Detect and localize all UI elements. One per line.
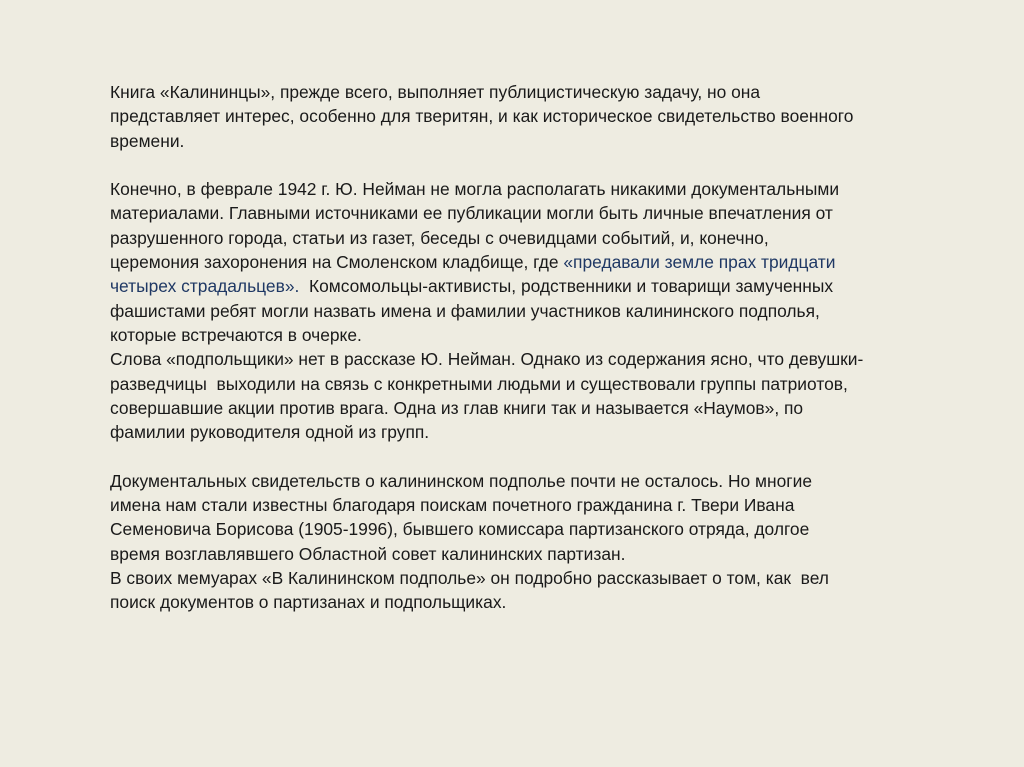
paragraph-gap xyxy=(110,444,910,468)
paragraph-line: Документальных свидетельств о калининском подполье почти не осталось. Но многие xyxy=(110,470,812,491)
paragraph-line: Слова «подпольщики» нет в рассказе Ю. Нейман. Однако из содержания ясно, что девушки- xyxy=(110,349,864,370)
paragraph-line: фашистами ребят могли назвать имена и фамилии участников калининского подполья, xyxy=(110,300,820,321)
quote-text: «предавали земле прах тридцати xyxy=(563,252,836,273)
paragraph-line: разведчицы выходили на связь с конкретными людьми и существовали группы патриотов, xyxy=(110,373,848,394)
paragraph-line: время возглавлявшего Областной совет калининских партизан. xyxy=(110,543,626,564)
paragraph-line: В своих мемуарах «В Калининском подполье» он подробно рассказывает о том, как вел xyxy=(110,567,829,588)
paragraph-line: разрушенного города, статьи из газет, беседы с очевидцами событий, и, конечно, xyxy=(110,227,769,248)
paragraph-line: поиск документов о партизанах и подпольщиках. xyxy=(110,592,507,613)
paragraph-line: Книга «Калининцы», прежде всего, выполняет публицистическую задачу, но она xyxy=(110,82,761,102)
paragraph-line: совершавшие акции против врага. Одна из глав книги так и называется «Наумов», по xyxy=(110,397,804,418)
text-block xyxy=(110,80,910,615)
paragraph-line: фамилии руководителя одной из групп. xyxy=(110,422,430,443)
paragraph-line: времени. xyxy=(110,130,185,151)
paragraph-line: представляет интерес, особенно для тверитян, и как историческое свидетельство военного xyxy=(110,106,854,127)
paragraph-line: которые встречаются в очерке. xyxy=(110,324,362,345)
paragraph-line: Конечно, в феврале 1942 г. Ю. Нейман не могла располагать никакими документальными xyxy=(110,179,840,200)
paragraph-text: Комсомольцы-активисты, родственники и товарищи замученных xyxy=(299,276,834,297)
paragraph-line xyxy=(110,250,910,274)
paragraph-text: церемония захоронения на Смоленском кладбище, где xyxy=(110,252,564,273)
paragraph-line: имена нам стали известны благодаря поискам почетного гражданина г. Твери Ивана xyxy=(110,495,795,516)
paragraph-line: материалами. Главными источниками ее публикации могли быть личные впечатления от xyxy=(110,203,833,224)
paragraph-gap xyxy=(110,153,910,177)
quote-text: четырех страдальцев». xyxy=(110,276,300,297)
paragraph-line: Семеновича Борисова (1905-1996), бывшего комиссара партизанского отряда, долгое xyxy=(110,519,810,540)
paragraph-line xyxy=(110,274,910,298)
